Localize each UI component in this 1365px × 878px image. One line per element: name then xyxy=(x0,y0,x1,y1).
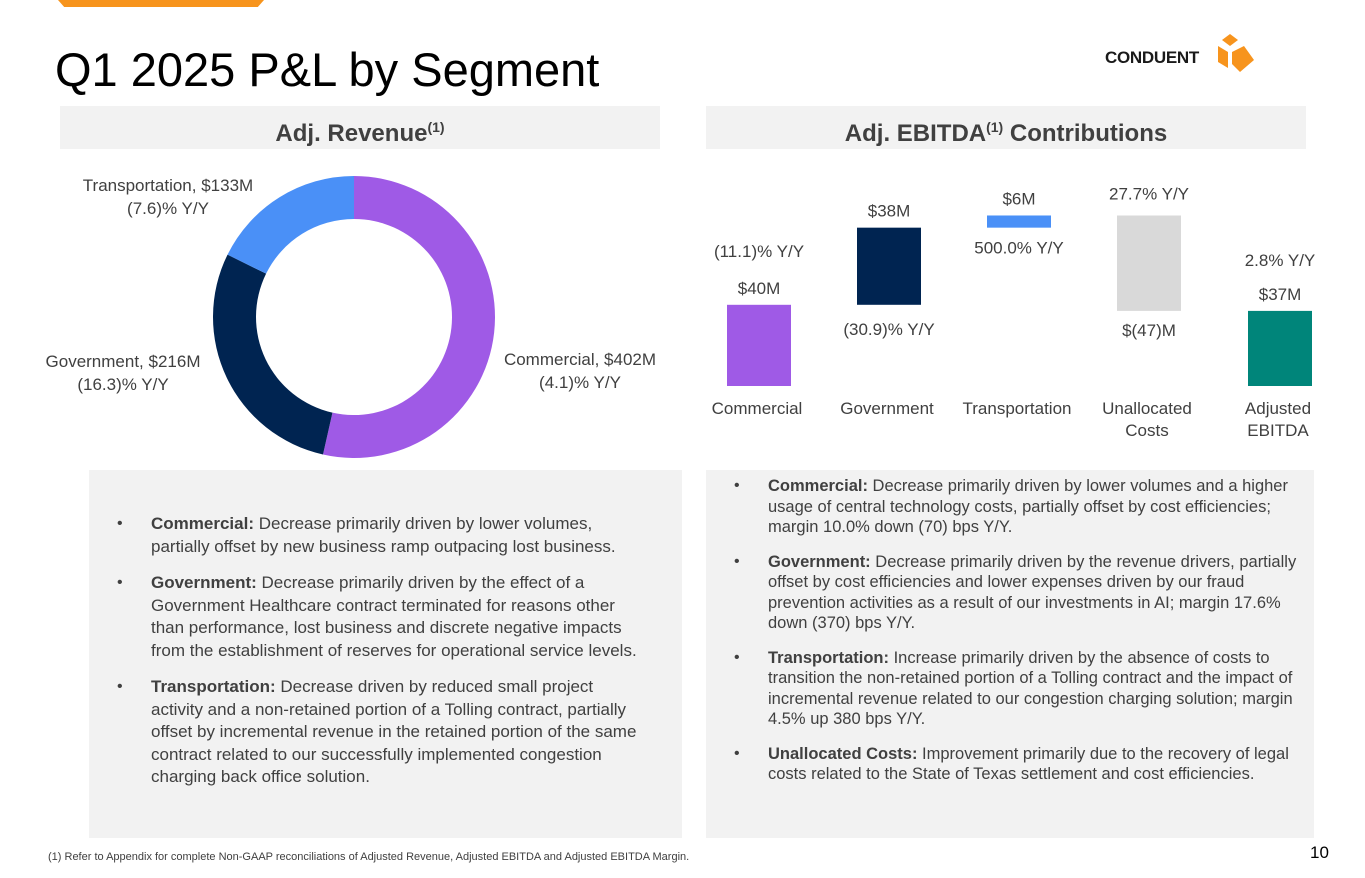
waterfall-bar-5 xyxy=(1248,311,1312,386)
ebitda-commentary-item xyxy=(734,476,1304,538)
ebitda-heading-footnote: (1) xyxy=(986,119,1004,135)
revenue-commentary-item xyxy=(117,513,645,558)
waterfall-2-yoy-label: (30.9)% Y/Y xyxy=(843,319,935,339)
ebitda-commentary-item xyxy=(734,552,1304,634)
waterfall-4-yoy-label: 27.7% Y/Y xyxy=(1108,184,1190,204)
waterfall-bar-4 xyxy=(1117,215,1181,310)
ebitda-commentary-item xyxy=(734,648,1304,730)
waterfall-bar-2 xyxy=(857,228,921,305)
ebitda-commentary-item-text: Decrease primarily driven by the revenue drivers, partially offset by cost efficiencies and lower expenses driven by our fraud prevention activities as a result of our investments in AI; margin 17.6% down (370) bps Y/Y. xyxy=(768,552,1297,632)
waterfall-1-value-label: $40M xyxy=(737,278,781,298)
ebitda-heading-suffix: Contributions xyxy=(1003,120,1168,147)
donut-slice-government xyxy=(213,255,332,455)
donut-label-commercial: Commercial, $402M xyxy=(503,350,657,369)
waterfall-2-value-label: $38M xyxy=(867,201,911,221)
ebitda-commentary-item xyxy=(734,744,1304,785)
revenue-commentary-item-text: Decrease primarily driven by the effect of a Government Healthcare contract terminated for reasons other than performance, lost business and discrete negative impacts from the establishment of reserves for operational service levels. xyxy=(151,573,637,660)
waterfall-5-yoy-label: 2.8% Y/Y xyxy=(1244,250,1316,270)
waterfall-3-yoy-label: 500.0% Y/Y xyxy=(974,238,1064,258)
waterfall-5-category-label: EBITDA xyxy=(1247,421,1309,440)
ebitda-commentary-item-text: Improvement primarily due to the recovery of legal costs related to the State of Texas settlement and cost efficiencies. xyxy=(768,744,1289,783)
ebitda-commentary-list xyxy=(734,476,1304,785)
waterfall-3-value-label: $6M xyxy=(1002,189,1036,209)
waterfall-5-category-label: Adjusted xyxy=(1244,399,1312,418)
logo-text: CONDUENT xyxy=(1105,48,1199,67)
ebitda-commentary xyxy=(706,470,1314,838)
waterfall-1-category-label: Commercial xyxy=(711,399,803,418)
revenue-commentary-item-label: Government: xyxy=(151,573,257,592)
revenue-commentary-item-text: Decrease driven by reduced small project activity and a non-retained portion of a Tolling contract, partially offset by incremental revenue in the retained portion of the same contract related to our successfully implemented congestion charging back office solution. xyxy=(151,677,637,786)
donut-yoy-commercial: (4.1)% Y/Y xyxy=(539,373,621,392)
ebitda-commentary-item-label: Commercial: xyxy=(768,477,868,495)
waterfall-5-value-label: $37M xyxy=(1258,284,1302,304)
revenue-commentary-item-label: Commercial: xyxy=(151,514,254,533)
ebitda-commentary-item-text: Decrease primarily driven by lower volumes and a higher usage of central technology costs, partially offset by cost efficiencies; margin 10.0% down (70) bps Y/Y. xyxy=(768,477,1288,536)
waterfall-3-category-label: Transportation xyxy=(962,399,1072,418)
ebitda-commentary-item-label: Transportation: xyxy=(768,648,890,667)
ebitda-commentary-item-label: Government: xyxy=(768,552,871,571)
donut-label-transportation: Transportation, $133M xyxy=(82,176,254,195)
revenue-heading-footnote: (1) xyxy=(427,119,445,135)
waterfall-1-yoy-label: (11.1)% Y/Y xyxy=(713,241,805,261)
waterfall-4-category-label: Costs xyxy=(1125,421,1169,440)
revenue-commentary-item xyxy=(117,572,645,662)
donut-yoy-government: (16.3)% Y/Y xyxy=(77,375,169,394)
donut-label-government: Government, $216M xyxy=(45,352,201,371)
page-title: Q1 2025 P&L by Segment xyxy=(55,43,600,96)
ebitda-commentary-item-label: Unallocated Costs: xyxy=(768,744,918,763)
waterfall-bar-1 xyxy=(727,305,791,386)
revenue-heading-text: Adj. Revenue xyxy=(275,120,428,147)
revenue-commentary-list xyxy=(117,513,645,789)
waterfall-2-category-label: Government xyxy=(840,399,934,418)
revenue-commentary-item-text: Decrease primarily driven by lower volumes, partially offset by new business ramp outpacing lost business. xyxy=(151,514,616,556)
waterfall-4-value-label: $(47)M xyxy=(1122,320,1176,340)
waterfall-bar-3 xyxy=(987,215,1051,227)
donut-yoy-transportation: (7.6)% Y/Y xyxy=(127,199,209,218)
ebitda-commentary-item-text: Increase primarily driven by the absence of costs to transition the non-retained portion of a Tolling contract and the impact of incremental revenue related to our congestion charging solution; margin 4.5% up 380 bps Y/Y. xyxy=(768,648,1293,728)
footnote: (1) Refer to Appendix for complete Non-GAAP reconciliations of Adjusted Revenue, Adjusted EBITDA and Adjusted EBITDA Margin. xyxy=(48,851,690,863)
revenue-commentary xyxy=(89,470,682,838)
ebitda-heading-text: Adj. EBITDA xyxy=(844,120,987,147)
revenue-commentary-item-label: Transportation: xyxy=(151,677,276,696)
page-number: 10 xyxy=(1310,843,1329,862)
waterfall-4-category-label: Unallocated xyxy=(1102,399,1192,418)
revenue-commentary-item xyxy=(117,676,645,789)
